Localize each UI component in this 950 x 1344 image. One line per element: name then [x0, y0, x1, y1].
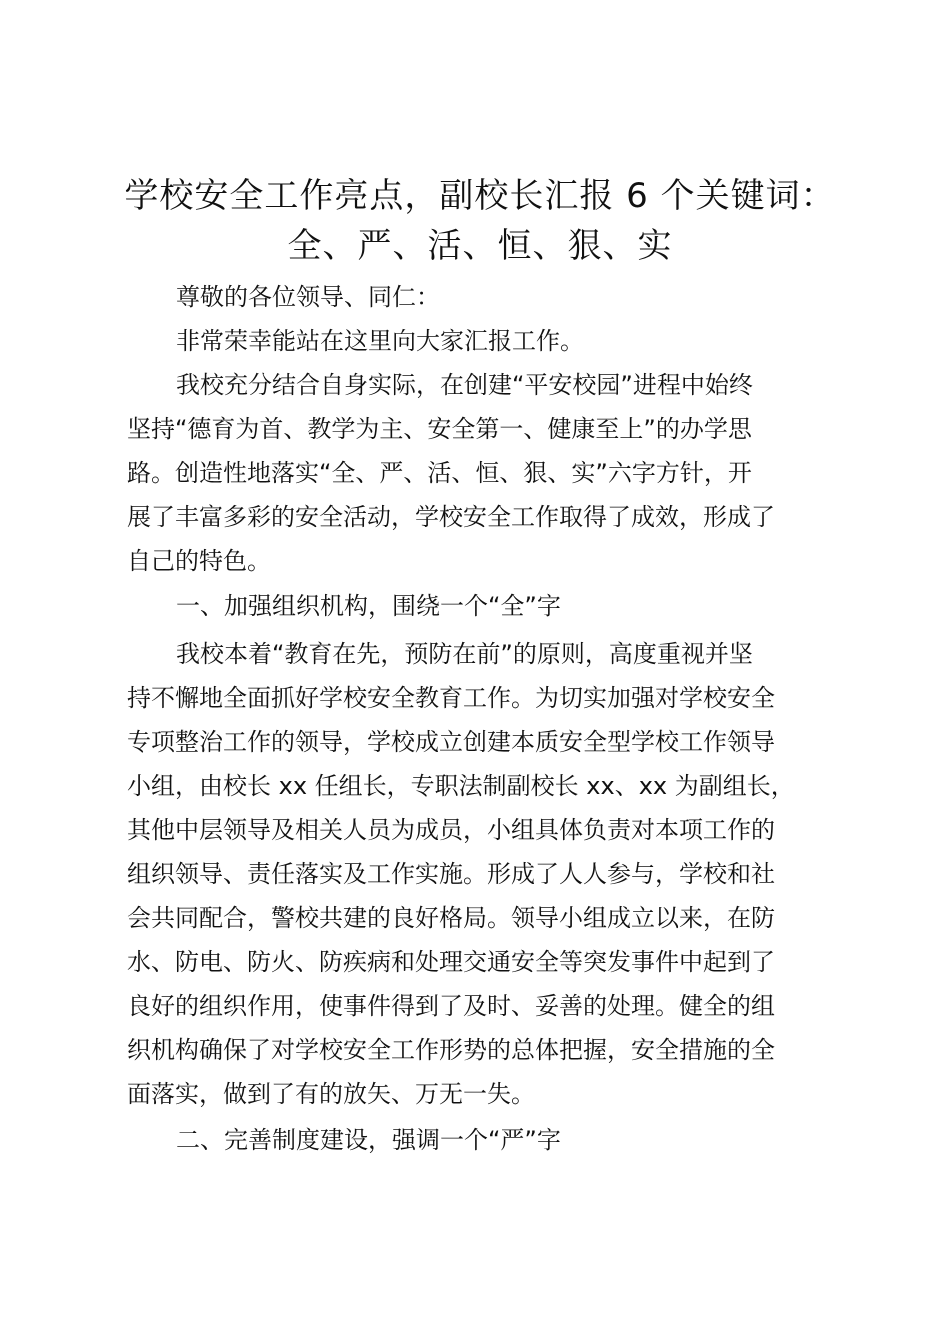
document-title-line-2: 全、严、活、恒、狠、实 [287, 226, 673, 266]
paragraph-line: 自己的特色。 [127, 547, 271, 575]
document-title-line-1: 学校安全工作亮点，副校长汇报 6 个关键词： [124, 176, 836, 216]
paragraph-line: 面落实，做到了有的放矢、万无一失。 [127, 1080, 535, 1108]
paragraph-line: 专项整治工作的领导，学校成立创建本质安全型学校工作领导 [127, 728, 775, 756]
paragraph-line: 其他中层领导及相关人员为成员，小组具体负责对本项工作的 [127, 816, 775, 844]
paragraph-line: 展了丰富多彩的安全活动，学校安全工作取得了成效，形成了 [127, 503, 775, 531]
paragraph-line: 坚持“德育为首、教学为主、安全第一、健康至上”的办学思 [127, 415, 752, 443]
paragraph-line: 良好的组织作用，使事件得到了及时、妥善的处理。健全的组 [127, 992, 775, 1020]
paragraph-line: 组织领导、责任落实及工作实施。形成了人人参与，学校和社 [127, 860, 775, 888]
salutation: 尊敬的各位领导、同仁： [176, 283, 440, 311]
section-heading-2: 二、完善制度建设，强调一个“严”字 [176, 1126, 561, 1154]
paragraph-line: 我校本着“教育在先，预防在前”的原则，高度重视并坚 [176, 640, 753, 668]
section-heading-1: 一、加强组织机构，围绕一个“全”字 [176, 592, 561, 620]
paragraph-line: 水、防电、防火、防疾病和处理交通安全等突发事件中起到了 [127, 948, 775, 976]
paragraph-line: 织机构确保了对学校安全工作形势的总体把握，安全措施的全 [127, 1036, 775, 1064]
paragraph-line: 小组，由校长 xx 任组长，专职法制副校长 xx、xx 为副组长， [127, 772, 795, 800]
paragraph-line: 路。创造性地落实“全、严、活、恒、狠、实”六字方针，开 [127, 459, 752, 487]
opening-line: 非常荣幸能站在这里向大家汇报工作。 [176, 327, 584, 355]
paragraph-line: 会共同配合，警校共建的良好格局。领导小组成立以来，在防 [127, 904, 775, 932]
paragraph-line: 持不懈地全面抓好学校安全教育工作。为切实加强对学校安全 [127, 684, 775, 712]
paragraph-line: 我校充分结合自身实际，在创建“平安校园”进程中始终 [176, 371, 753, 399]
